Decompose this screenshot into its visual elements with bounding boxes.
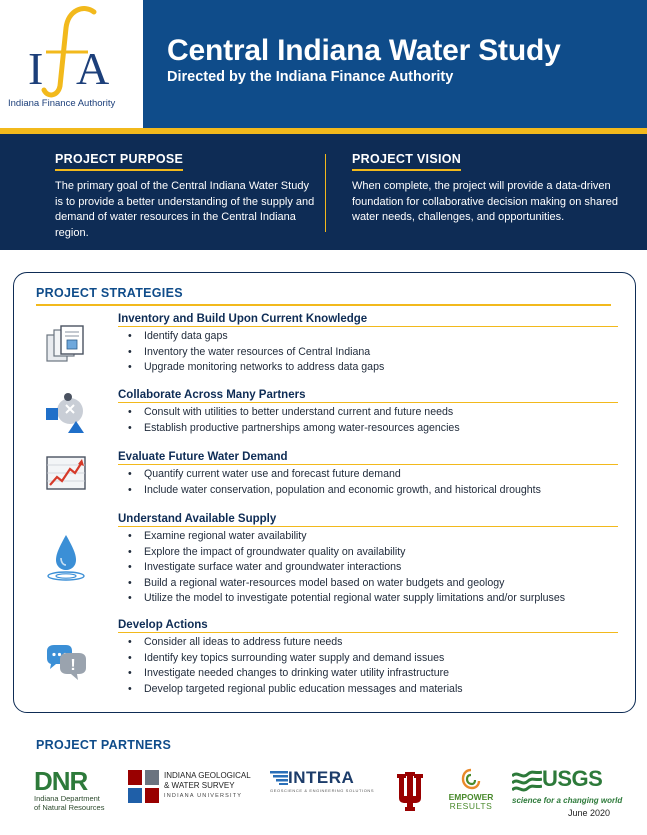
- bullet-item: • Identify key topics surrounding water supply and demand issues: [118, 651, 618, 667]
- speech-bubbles-icon: [44, 643, 88, 687]
- bullet-item: • Quantify current water use and forecast future demand: [118, 467, 618, 483]
- bullet-item: • Establish productive partnerships among water-resources agencies: [118, 421, 618, 437]
- empower-line2: RESULTS: [449, 801, 493, 811]
- strategy-title: Inventory and Build Upon Current Knowledge: [118, 313, 618, 327]
- igws-name: [164, 771, 251, 791]
- bullet-item: • Include water conservation, population and economic growth, and historical droughts: [118, 483, 618, 499]
- purpose-section: [55, 150, 315, 241]
- bullet-item: • Inventory the water resources of Central Indiana: [118, 345, 618, 361]
- igws-mark-icon: [128, 770, 160, 804]
- bullet-item: • Investigate surface water and groundwater interactions: [118, 560, 618, 576]
- publication-date: June 2020: [568, 808, 611, 818]
- partners-heading: PROJECT PARTNERS: [36, 738, 172, 752]
- empower-swirl-icon: [461, 768, 481, 790]
- intera-logo: [270, 768, 380, 798]
- dnr-name: DNR: [34, 766, 88, 796]
- bullet-item: • Consult with utilities to better understand current and future needs: [118, 405, 618, 421]
- page-title: Central Indiana Water Study: [167, 34, 561, 67]
- strategies-heading: PROJECT STRATEGIES: [36, 286, 183, 300]
- purpose-text: The primary goal of the Central Indiana Water Study is to provide a better understanding of the supply and demand of water resources in the Central Indiana region.: [55, 180, 315, 239]
- logo-caption: Indiana Finance Authority: [8, 98, 116, 109]
- igws-line3: INDIANA UNIVERSITY: [164, 793, 243, 799]
- strategy-title: Collaborate Across Many Partners: [118, 389, 618, 403]
- igws-logo: [128, 770, 258, 806]
- vision-section: [352, 150, 622, 226]
- strategy-evaluate-demand: [118, 451, 618, 498]
- svg-text:I: I: [28, 43, 44, 94]
- usgs-logo: [512, 766, 623, 810]
- usgs-tagline: science for a changing world: [512, 796, 623, 805]
- dnr-line1: Indiana Department: [34, 794, 100, 803]
- strategy-title: Evaluate Future Water Demand: [118, 451, 618, 465]
- igws-line2: & WATER SURVEY: [164, 781, 235, 790]
- strategy-bullets: [118, 635, 618, 697]
- strategies-panel: [13, 272, 636, 713]
- bullet-item: • Examine regional water availability: [118, 529, 618, 545]
- strategy-develop-actions: [118, 619, 618, 697]
- strategy-title: Develop Actions: [118, 619, 618, 633]
- column-divider: [325, 154, 326, 232]
- empower-line1: EMPOWER: [448, 792, 494, 802]
- igws-line1: INDIANA GEOLOGICAL: [164, 771, 251, 780]
- strategy-bullets: [118, 329, 618, 376]
- strategy-inventory: [118, 313, 618, 376]
- dnr-line2: of Natural Resources: [34, 803, 105, 812]
- intera-mark-icon: [270, 771, 288, 785]
- purpose-vision-band: [0, 134, 647, 250]
- bullet-item: • Identify data gaps: [118, 329, 618, 345]
- water-drop-icon: [44, 531, 88, 585]
- strategy-title: Understand Available Supply: [118, 513, 618, 527]
- dnr-logo: [34, 768, 114, 812]
- vision-heading: PROJECT VISION: [352, 152, 461, 171]
- strategy-bullets: [118, 405, 618, 436]
- title-band: [143, 0, 647, 128]
- empower-results-logo: [440, 768, 502, 816]
- bullet-item: • Utilize the model to investigate potential regional water supply limitations and/or surpluses: [118, 591, 618, 607]
- purpose-heading: PROJECT PURPOSE: [55, 152, 183, 171]
- documents-icon: [44, 325, 88, 369]
- strategy-collaborate: [118, 389, 618, 436]
- strategy-bullets: [118, 467, 618, 498]
- page-subtitle: Directed by the Indiana Finance Authority: [167, 69, 454, 85]
- ifa-logo: [0, 0, 143, 128]
- intera-tagline: GEOSCIENCE & ENGINEERING SOLUTIONS: [270, 788, 375, 793]
- trend-chart-icon: [44, 453, 88, 497]
- bullet-item: • Build a regional water-resources model based on water budgets and geology: [118, 576, 618, 592]
- strategy-available-supply: [118, 513, 618, 607]
- iu-trident-logo: [394, 770, 426, 812]
- usgs-name: USGS: [542, 766, 603, 791]
- ifa-logo-mark: [10, 6, 132, 98]
- bullet-item: • Develop targeted regional public education messages and materials: [118, 682, 618, 698]
- vision-text: When complete, the project will provide a data-driven foundation for collaborative decision making on shared water needs, challenges, and opportunities.: [352, 180, 618, 223]
- strategy-bullets: [118, 529, 618, 607]
- bullet-item: • Investigate needed changes to drinking water utility infrastructure: [118, 666, 618, 682]
- bullet-item: • Consider all ideas to address future needs: [118, 635, 618, 651]
- strategies-heading-rule: [36, 304, 611, 306]
- usgs-wave-icon: [512, 770, 542, 792]
- bullet-item: • Explore the impact of groundwater quality on availability: [118, 545, 618, 561]
- header: [0, 0, 647, 128]
- svg-text:A: A: [76, 43, 110, 94]
- svg-text:!: !: [70, 657, 76, 674]
- bullet-item: • Upgrade monitoring networks to address data gaps: [118, 360, 618, 376]
- intera-name: INTERA: [288, 768, 355, 787]
- shapes-icon: [44, 391, 88, 435]
